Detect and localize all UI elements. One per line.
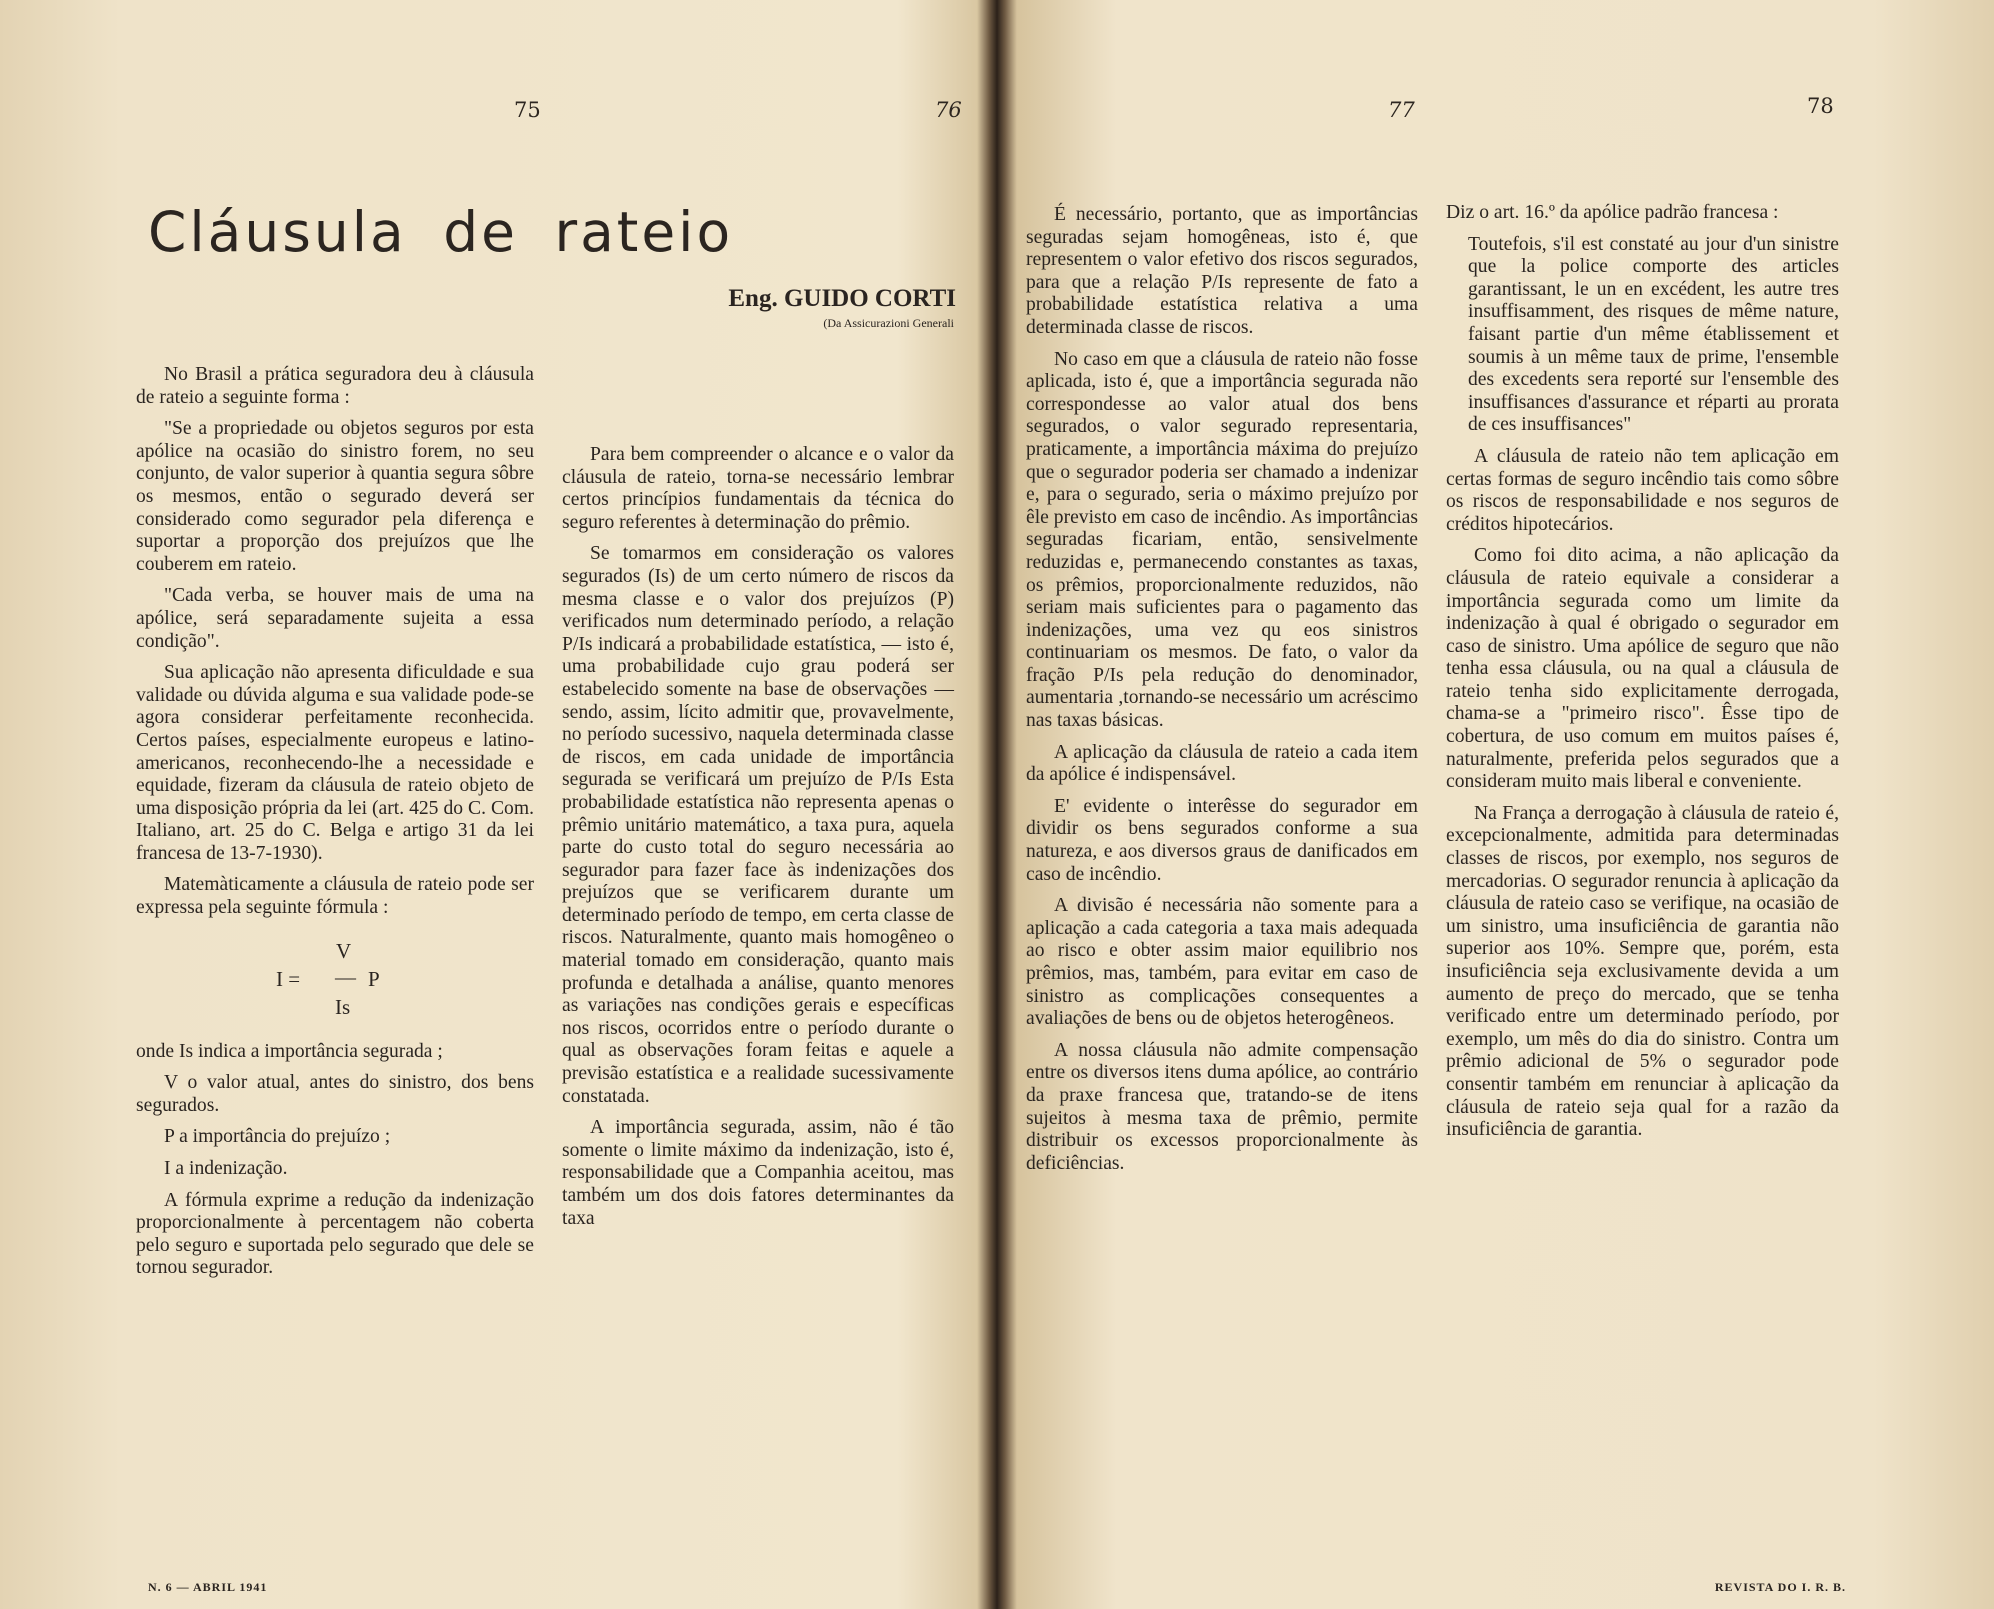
col1-paragraph: A fórmula exprime a redução da indenização proporcionalmente à percentagem não coberta pelo seguro e suportada pelo segurado que dele se tornou segurador.	[136, 1189, 534, 1279]
formula-lhs: I =	[276, 966, 301, 991]
col1-paragraph: P a importância do prejuízo ;	[164, 1126, 391, 1148]
col1-paragraph: Matemàticamente a cláusula de rateio pode ser expressa pela seguinte fórmula :	[136, 874, 534, 919]
column-3	[1026, 204, 1418, 1184]
author-name: Eng. GUIDO CORTI	[728, 285, 956, 312]
col2-paragraph: Se tomarmos em consideração os valores segurados (Is) de um certo número de riscos da mesma classe e o valor dos prejuízos (P) verificados num determinado período, a relação P/Is indicará a probabilidade estatística, — isto é, uma probabilidade cujo grau poderá ser estabelecido somente na base de observações — sendo, assim, lícito admitir que, provavelmente, no período sucessivo, naquela determinada classe de riscos, em cada unidade de importância segurada se verificará um prejuízo de P/Is Esta probabilidade estatística não representa apenas o prêmio unitário matemático, a taxa pura, aquela parte do custo total do seguro necessária ao segurador para fazer face às indenizações dos prejuízos que se verificarem durante um determinado período de tempo, em certa classe de riscos. Naturalmente, quanto mais homogêneo o material tomado em consideração, quanto mais profunda e detalhada a análise, quanto menores as variações nas condições gerais e específicas nos riscos, ocorridos entre o período durante o qual as observações foram feitas e aquele a previsão estatística e a realidade sucessivamente constatada.	[562, 543, 954, 1107]
footer-journal: REVISTA DO I. R. B.	[1714, 1580, 1846, 1594]
formula-numerator: V	[336, 938, 352, 963]
col2-paragraph: Para bem compreender o alcance e o valor da cláusula de rateio, torna-se necessário lembrar certos princípios fundamentais da técnica do seguro referentes à determinação do prêmio.	[562, 444, 954, 533]
column-1	[136, 364, 534, 1289]
col3-paragraph: A aplicação da cláusula de rateio a cada item da apólice é indispensável.	[1026, 741, 1418, 786]
col1-paragraph: I a indenização.	[164, 1158, 288, 1180]
col2-paragraph: A importância segurada, assim, não é tão somente o limite máximo da indenização, isto é, responsabilidade que a Companhia aceitou, mas também um dos dois fatores determinantes da taxa	[562, 1117, 954, 1229]
page-number-76: 76	[935, 98, 962, 122]
col1-paragraph: V o valor atual, antes do sinistro, dos bens segurados.	[136, 1072, 534, 1116]
col3-paragraph: A nossa cláusula não admite compensação entre os diversos itens duma apólice, ao contrário da praxe francesa que, tratando-se de itens sujeitos à mesma taxa de prêmio, permite distribuir os excessos proporcionalmente às deficiências.	[1026, 1039, 1418, 1174]
col1-paragraph: Sua aplicação não apresenta dificuldade e sua validade ou dúvida alguma e sua validade pode-se agora considerar perfeitamente reconhecida. Certos países, especialmente europeus e latino-americanos, reconhecendo-lhe a necessidade e equidade, fizeram da cláusula de rateio objeto de uma disposição própria da lei (art. 425 do C. Com. Italiano, art. 25 do C. Belga e artigo 31 da lei francesa de 13-7-1930).	[136, 662, 534, 864]
col1-paragraph: "Cada verba, se houver mais de uma na apólice, será separadamente sujeita a essa condição".	[136, 585, 534, 652]
col4-paragraph: Como foi dito acima, a não aplicação da cláusula de rateio equivale a considerar a importância segurada como um limite da indenização à qual é obrigado o segurador em caso de sinistro. Uma apólice de seguro que não tenha essa cláusula, ou na qual a cláusula de rateio tenha sido explicitamente derrogada, chama-se a "primeiro risco". Êsse tipo de cobertura, de uso comum em muitos países é, naturalmente, preferida pelos segurados que a consideram muito mais liberal e conveniente.	[1446, 545, 1839, 793]
article-title: Cláusula de rateio	[148, 200, 734, 264]
page-number-75: 75	[514, 98, 541, 122]
page-number-78: 78	[1807, 94, 1834, 118]
col4-paragraph: Na França a derrogação à cláusula de rateio é, excepcionalmente, admitida para determinadas classes de riscos, por exemplo, nos seguros de mercadorias. O segurador renuncia à aplicação da cláusula de rateio caso se verifique, na ocasião de um sinistro, uma insuficiência de garantia não superior aos 10%. Sempre que, porém, esta insuficiência seja exclusivamente devida a um aumento de preço do mercado, que se tenha verificado entre um determinado período, por exemplo, um mês do dia do sinistro. Contra um prêmio adicional de 5% o segurador pode consentir também em renunciar à aplicação da cláusula de rateio seja qual for a razão da insuficiência de garantia.	[1446, 802, 1839, 1141]
author-affiliation: (Da Assicurazioni Generali	[823, 316, 954, 330]
col1-paragraph: onde Is indica a importância segurada ;	[136, 1040, 443, 1062]
col4-paragraph: A cláusula de rateio não tem aplicação em certas formas de seguro incêndio tais como sôbre os riscos de responsabilidade e nos seguros de créditos hipotecários.	[1446, 445, 1839, 535]
col1-paragraph: "Se a propriedade ou objetos seguros por esta apólice na ocasião do sinistro forem, no seu conjunto, de valor superior à quantia segura sôbre os mesmos, então o segurado deverá ser considerado como segurador pela diferença e suportar a proporção dos prejuízos que lhe couberem em rateio.	[136, 418, 534, 575]
col1-paragraph: No Brasil a prática seguradora deu à cláusula de rateio a seguinte forma :	[136, 364, 534, 408]
col4-quote: Toutefois, s'il est constaté au jour d'un sinistre que la police comporte des articles garantissant, le un en excédent, les autre tres insuffisamment, des risques de même nature, faisant partie d'un même établissement et soumis à un même taux de prime, l'ensemble des excedents sera reporté sur l'ensemble des insuffisances d'assurance et réparti au prorata de ces insuffisances"	[1468, 233, 1839, 436]
rateio-formula	[136, 932, 534, 1027]
formula-fraction-bar: —	[335, 964, 356, 989]
col3-paragraph: No caso em que a cláusula de rateio não fosse aplicada, isto é, que a importância segurada não correspondesse ao valor atual dos bens segurados, o valor segurado representaria, praticamente, a importância máxima do prejuízo que o segurador poderia ser chamado a indenizar e, para o segurado, seria o máximo prejuízo por êle previsto em caso de incêndio. As importâncias seguradas ficariam, então, sensivelmente reduzidas e, permanecendo constantes as taxas, os prêmios, proporcionalmente reduzidos, não seriam mais suficientes para o pagamento das indenizações, uma vez qu eos sinistros continuariam os mesmos. De fato, o valor da fração P/Is pela redução do denominador, aumentaria ,tornando-se necessário um acréscimo nas taxas básicas.	[1026, 348, 1418, 732]
page-number-77: 77	[1388, 98, 1415, 122]
footer-issue: N. 6 — ABRIL 1941	[148, 1580, 268, 1594]
col4-paragraph: Diz o art. 16.º da apólice padrão francesa :	[1446, 202, 1779, 223]
col3-paragraph: A divisão é necessária não somente para a aplicação a cada categoria a taxa mais adequada ao risco e obter assim maior equilibrio nos prêmios, mas, também, para evitar em caso de sinistro as complicações consequentes a avaliações de bens ou de objetos heterogêneos.	[1026, 895, 1418, 1030]
formula-denominator: Is	[335, 994, 351, 1019]
col3-paragraph: E' evidente o interêsse do segurador em dividir os bens segurados conforme a sua natureza, e aos diversos graus de danificados em caso de incêndio.	[1026, 795, 1418, 885]
col3-paragraph: É necessário, portanto, que as importâncias seguradas sejam homogêneas, isto é, que representem o valor efetivo dos riscos segurados, para que a relação P/Is represente de fato a probabilidade estatística relativa a uma determinada classe de riscos.	[1026, 204, 1418, 338]
column-2	[562, 444, 954, 1239]
column-4	[1446, 202, 1839, 1151]
formula-rhs: P	[368, 966, 380, 991]
